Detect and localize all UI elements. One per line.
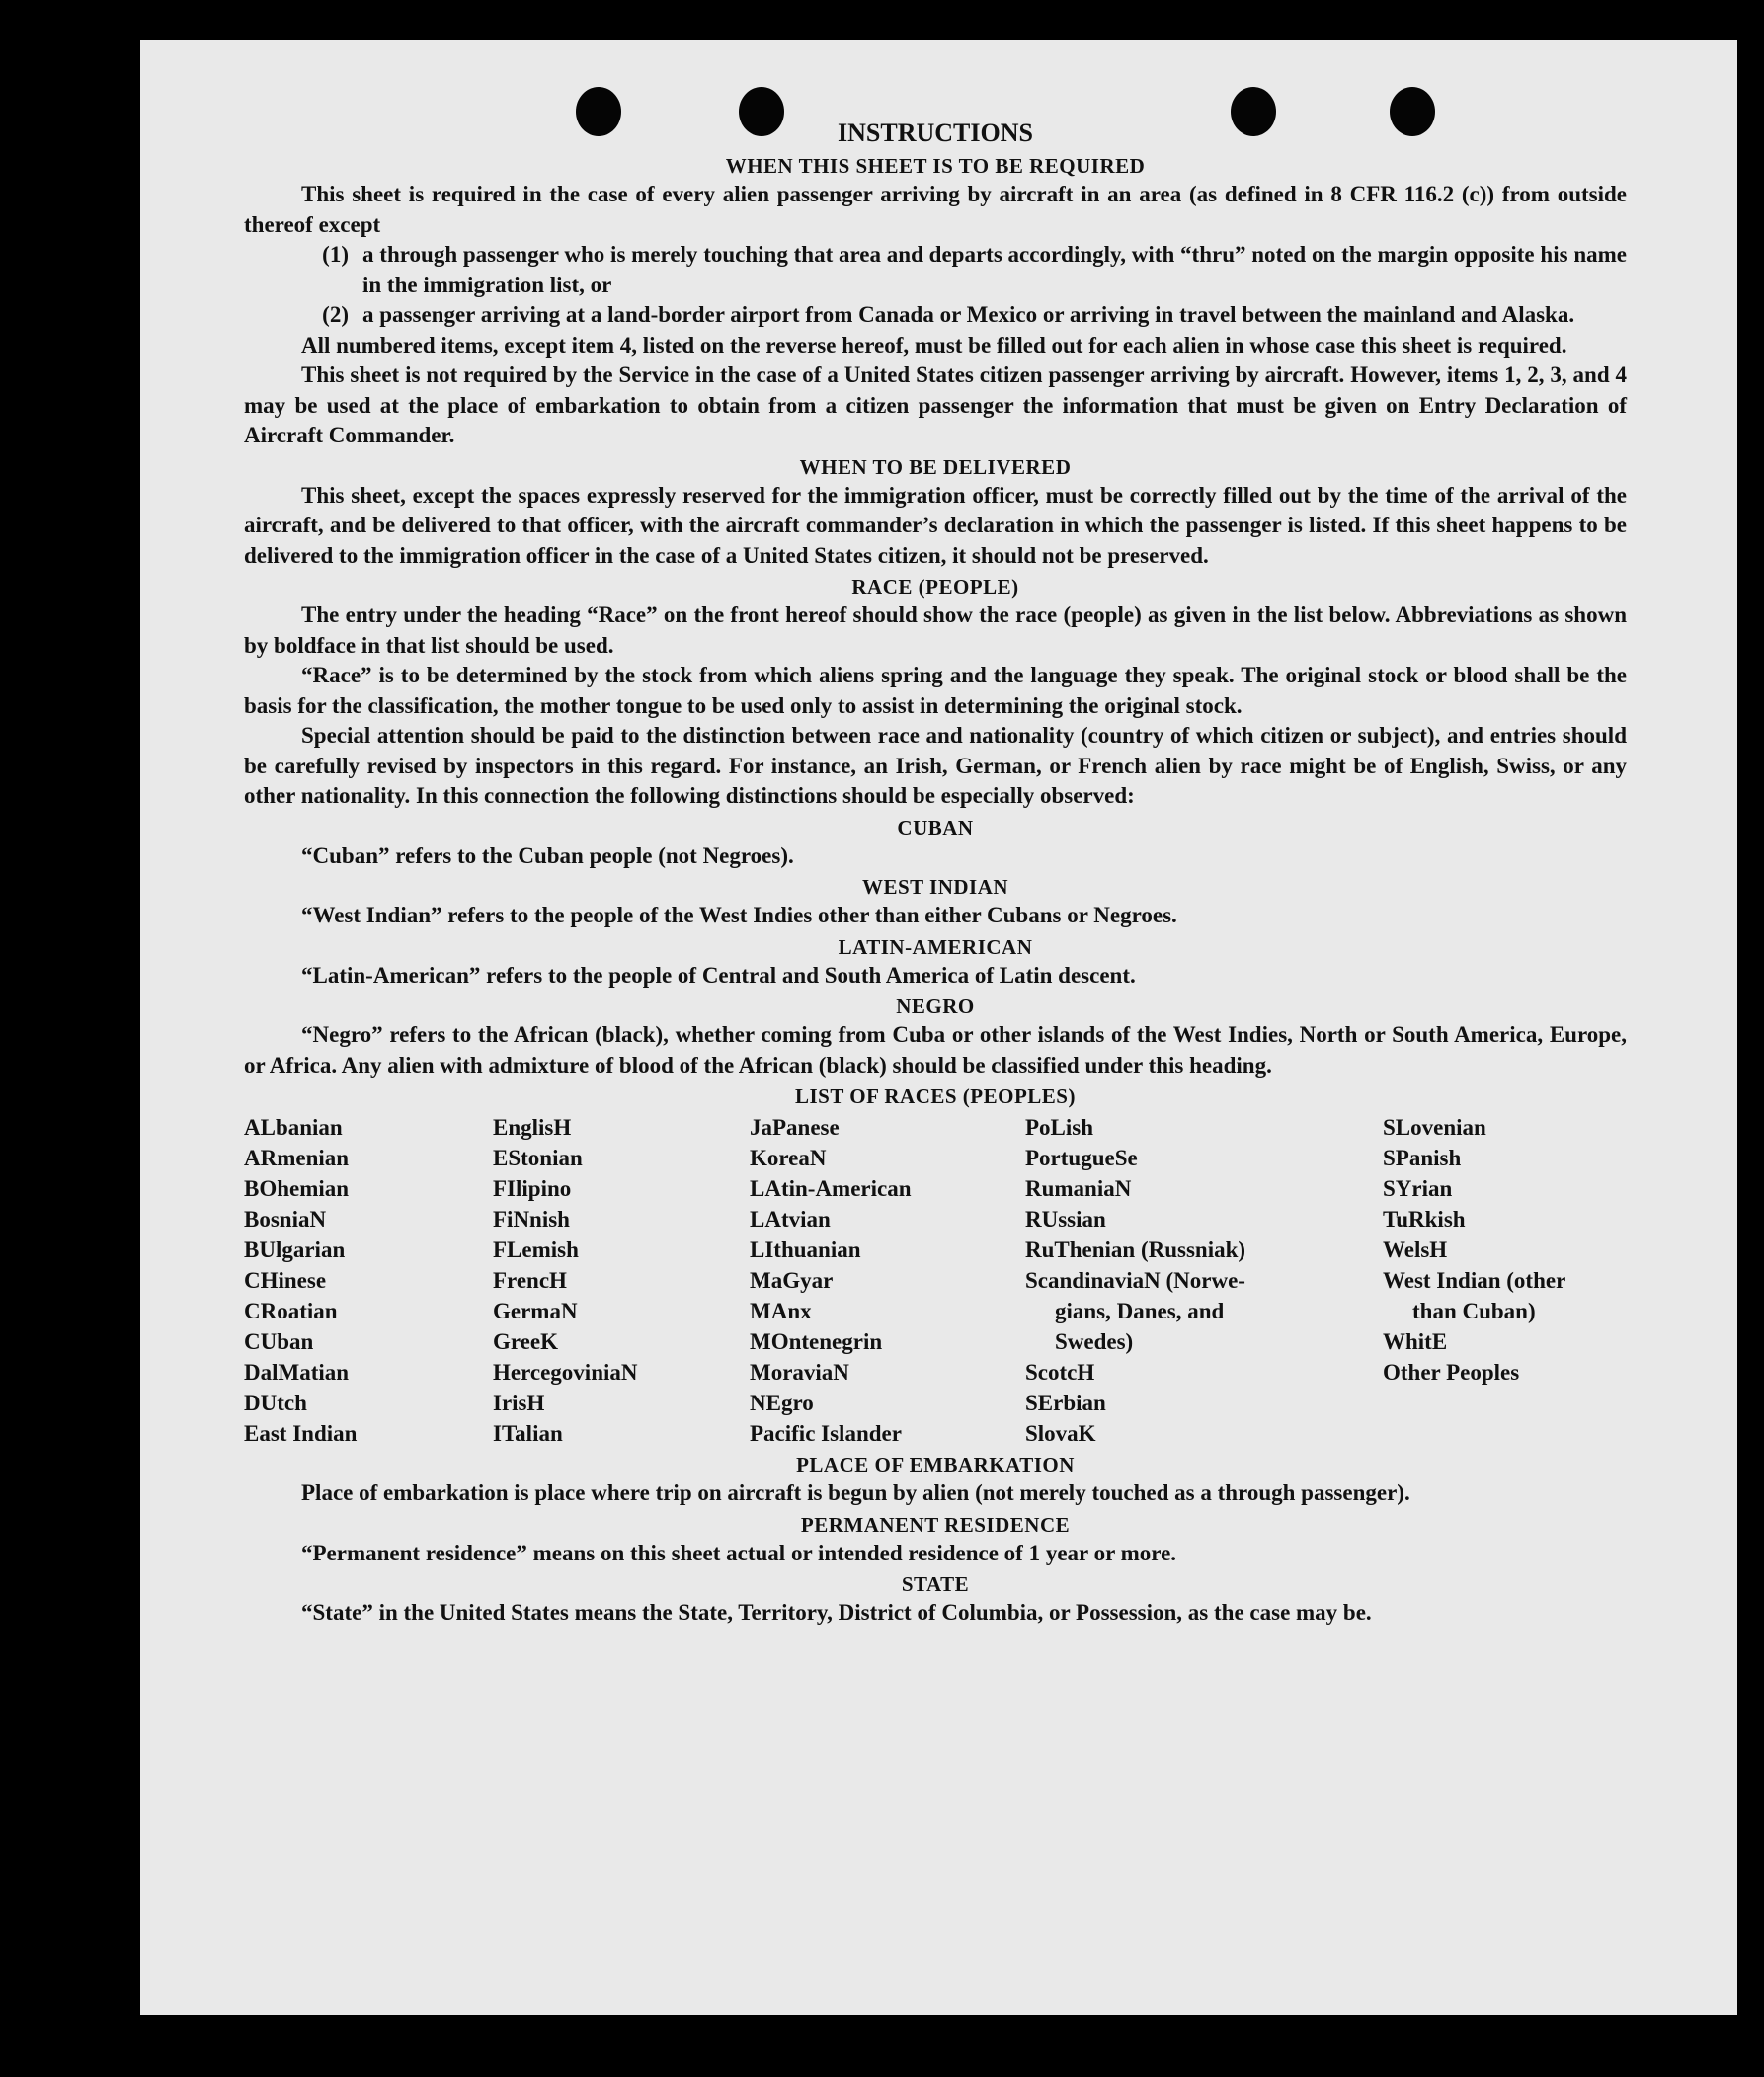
race-entry-continued: than Cuban): [1412, 1299, 1536, 1323]
race-entry-continued: Swedes): [1055, 1329, 1134, 1354]
race-entry: ScandinaviaN (Norwe-: [1025, 1268, 1245, 1293]
section-heading-place-of-embarkation: PLACE OF EMBARKATION: [796, 1453, 1075, 1477]
paragraph: “Latin-American” refers to the people of Central and South America of Latin descent.: [301, 962, 1136, 988]
race-entry-continued: gians, Danes, and: [1055, 1299, 1225, 1323]
race-entry: FIlipino: [493, 1176, 572, 1201]
race-entry: SLovenian: [1383, 1115, 1486, 1140]
race-entry: IrisH: [493, 1391, 545, 1415]
race-entry: RumaniaN: [1025, 1176, 1132, 1201]
section-heading-state: STATE: [901, 1572, 970, 1596]
race-entry: EStonian: [493, 1146, 583, 1170]
race-entry: MOntenegrin: [750, 1329, 883, 1354]
paragraph: “West Indian” refers to the people of the West Indies other than either Cubans or Negroes.: [301, 903, 1177, 927]
exception-list: [244, 240, 1627, 331]
race-column: [750, 1112, 1025, 1449]
race-entry: DUtch: [244, 1391, 307, 1415]
section-heading-when-required: WHEN THIS SHEET IS TO BE REQUIRED: [725, 154, 1146, 178]
race-entry: Other Peoples: [1383, 1360, 1520, 1385]
paragraph: This sheet, except the spaces expressly reserved for the immigration officer, must be correctly filled out by the time of the arrival of the aircraft, and be delivered to that officer, with the aircraft commander’s declaration in which the passenger is listed. If this sheet happens to be delivered to the immigration officer in the case of a United States citizen, it should not be preserved.: [244, 482, 1627, 568]
race-entry: SPanish: [1383, 1146, 1462, 1170]
paragraph: “Permanent residence” means on this sheet actual or intended residence of 1 year or more.: [301, 1540, 1177, 1565]
race-entry: ITalian: [493, 1421, 563, 1446]
list-item: [244, 240, 1627, 300]
race-entry: CUban: [244, 1329, 314, 1354]
race-entry: East Indian: [244, 1421, 358, 1446]
race-entry: SYrian: [1383, 1176, 1453, 1201]
race-entry: BOhemian: [244, 1176, 350, 1201]
section-heading-permanent-residence: PERMANENT RESIDENCE: [800, 1512, 1071, 1537]
race-entry: JaPanese: [750, 1115, 840, 1140]
race-entry: SErbian: [1025, 1391, 1106, 1415]
race-entry: CRoatian: [244, 1299, 338, 1323]
race-entry: SlovaK: [1025, 1421, 1096, 1446]
item-text: a through passenger who is merely touching that area and departs accordingly, with “thru” noted on the margin opposite his name in the immigration list, or: [362, 242, 1627, 297]
item-number: (1): [322, 242, 349, 267]
race-entry: EnglisH: [493, 1115, 572, 1140]
section-heading-negro: NEGRO: [896, 995, 975, 1018]
race-column: [1383, 1112, 1627, 1449]
race-entry: GreeK: [493, 1329, 558, 1354]
list-item: [244, 300, 1627, 331]
race-entry: TuRkish: [1383, 1207, 1466, 1232]
race-entry: FLemish: [493, 1238, 579, 1262]
section-heading-when-delivered: WHEN TO BE DELIVERED: [799, 454, 1072, 479]
paragraph: Place of embarkation is place where trip on aircraft is begun by alien (not merely touched as a through passenger).: [301, 1480, 1410, 1505]
paragraph: “Negro” refers to the African (black), whether coming from Cuba or other islands of the West Indies, North or South America, Europe, or Africa. Any alien with admixture of blood of the African (black) should be classified under this heading.: [244, 1022, 1627, 1078]
race-entry: ALbanian: [244, 1115, 343, 1140]
race-column: [493, 1112, 750, 1449]
paragraph: “Race” is to be determined by the stock from which aliens spring and the language they speak. The original stock or blood shall be the basis for the classification, the mother tongue to be used only to assist in determining the original stock.: [244, 663, 1627, 718]
race-entry: FiNnish: [493, 1207, 570, 1232]
race-entry: HercegoviniaN: [493, 1360, 638, 1385]
paragraph: Special attention should be paid to the distinction between race and nationality (country of which citizen or subject), and entries should be carefully revised by inspectors in this regard. For instance, an Irish, German, or French alien by race might be of English, Swiss, or any other nationality. In this connection the following distinctions should be especially observed:: [244, 723, 1627, 808]
race-entry: DalMatian: [244, 1360, 350, 1385]
race-entry: ScotcH: [1025, 1360, 1095, 1385]
race-column: [244, 1112, 493, 1449]
race-entry: CHinese: [244, 1268, 327, 1293]
section-heading-list-of-races: LIST OF RACES (PEOPLES): [795, 1084, 1076, 1108]
section-heading-race: RACE (PEOPLE): [851, 575, 1019, 599]
race-entry: BUlgarian: [244, 1238, 346, 1262]
paragraph: This sheet is required in the case of every alien passenger arriving by aircraft in an area (as defined in 8 CFR 116.2 (c)) from outside thereof except: [244, 182, 1627, 237]
section-heading-cuban: CUBAN: [897, 815, 974, 839]
race-entry: MAnx: [750, 1299, 812, 1323]
race-entry: MoraviaN: [750, 1360, 849, 1385]
race-entry: LAtvian: [750, 1207, 831, 1232]
race-column: [1025, 1112, 1383, 1449]
section-heading-latin-american: LATIN-AMERICAN: [838, 934, 1033, 959]
paragraph: “State” in the United States means the State, Territory, District of Columbia, or Possession, as the case may be.: [301, 1600, 1372, 1625]
document-title: INSTRUCTIONS: [838, 119, 1033, 147]
paragraph: All numbered items, except item 4, listed on the reverse hereof, must be filled out for each alien in whose case this sheet is required.: [301, 332, 1567, 358]
race-entry: RuThenian (Russniak): [1025, 1238, 1246, 1262]
race-entry: PoLish: [1025, 1115, 1094, 1140]
race-entry: KoreaN: [750, 1146, 827, 1170]
race-entry: NEgro: [750, 1391, 814, 1415]
race-entry: West Indian (other: [1383, 1268, 1566, 1293]
race-entry: FrencH: [493, 1268, 567, 1293]
document-sheet: [140, 40, 1737, 2015]
item-text: a passenger arriving at a land-border airport from Canada or Mexico or arriving in travel between the mainland and Alaska.: [362, 302, 1575, 327]
race-entry: LAtin-American: [750, 1176, 912, 1201]
race-entry: MaGyar: [750, 1268, 834, 1293]
race-entry: PortugueSe: [1025, 1146, 1138, 1170]
section-heading-west-indian: WEST INDIAN: [861, 875, 1009, 899]
race-entry: ARmenian: [244, 1146, 350, 1170]
race-entry: WhitE: [1383, 1329, 1448, 1354]
paragraph: “Cuban” refers to the Cuban people (not Negroes).: [301, 842, 794, 868]
race-entry: RUssian: [1025, 1207, 1106, 1232]
race-entry: WelsH: [1383, 1238, 1448, 1262]
race-list-table: [244, 1112, 1627, 1449]
paragraph: This sheet is not required by the Service in the case of a United States citizen passenger arriving by aircraft. However, items 1, 2, 3, and 4 may be used at the place of embarkation to obtain from a citizen passenger the information that must be given on Entry Declaration of Aircraft Commander.: [244, 362, 1627, 447]
race-entry: BosniaN: [244, 1207, 327, 1232]
instructions-content: [244, 117, 1627, 1629]
paragraph: The entry under the heading “Race” on the front hereof should show the race (people) as given in the list below. Abbreviations as shown by boldface in that list should be used.: [244, 602, 1627, 658]
race-entry: LIthuanian: [750, 1238, 861, 1262]
race-entry: Pacific Islander: [750, 1421, 902, 1446]
race-entry: GermaN: [493, 1299, 578, 1323]
item-number: (2): [322, 302, 349, 327]
